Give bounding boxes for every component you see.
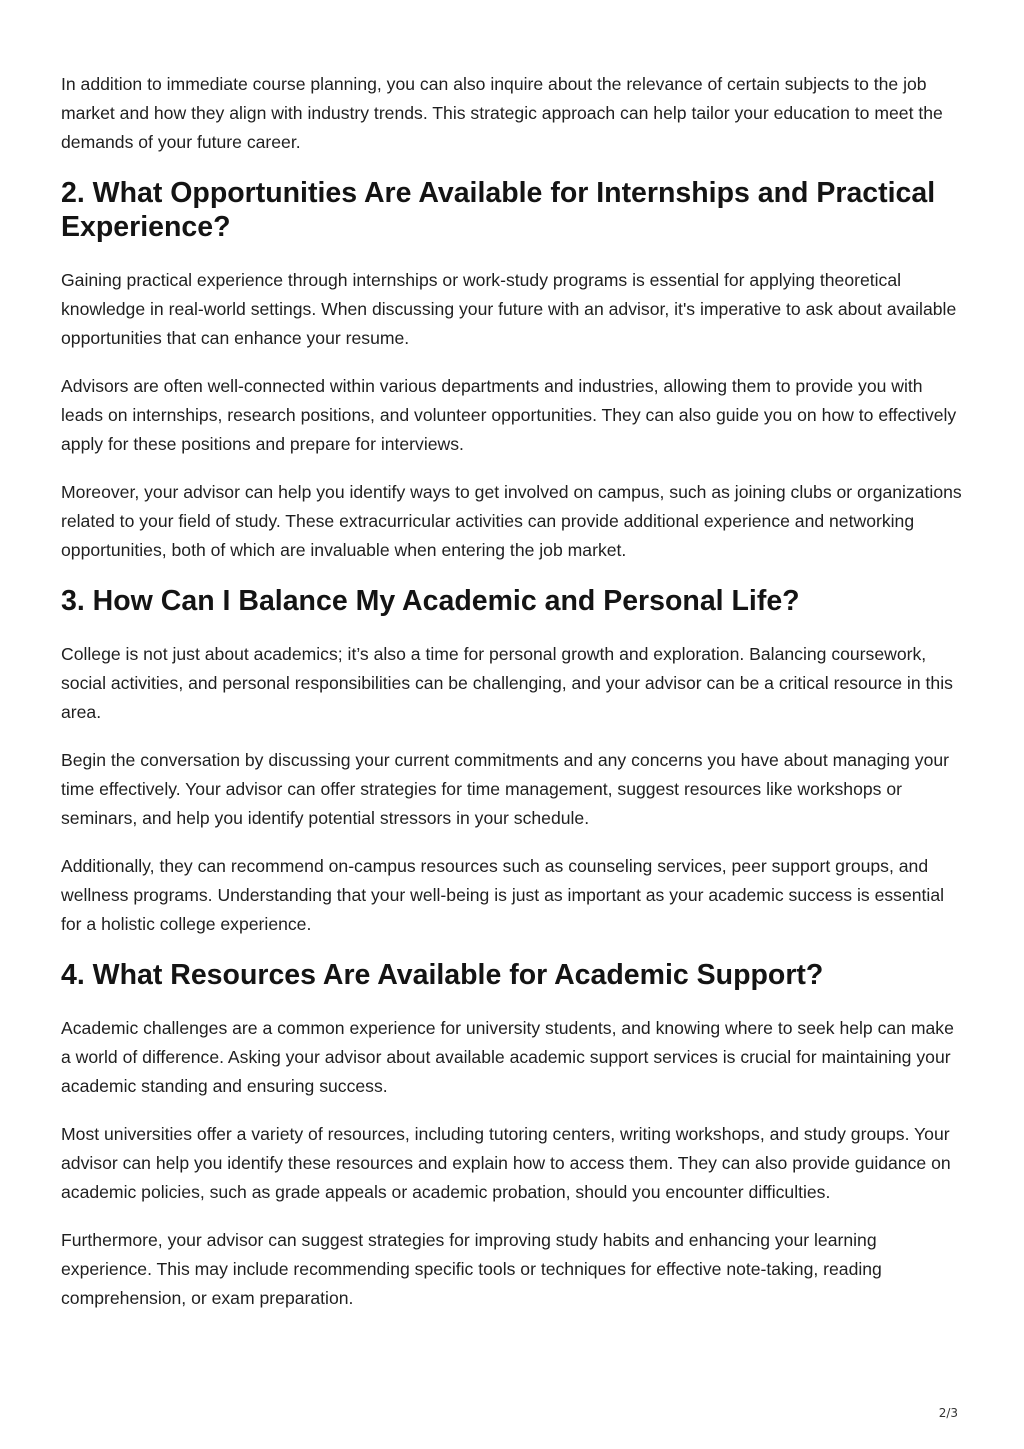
section-3-paragraph-2: Begin the conversation by discussing your current commitments and any concerns you have about managing your time effectively. Your advisor can offer strategies for time management, suggest resources like workshops or seminars, and help you identify potential stressors in your schedule.: [61, 750, 949, 828]
section-2-heading: 2. What Opportunities Are Available for Internships and Practical Experience?: [61, 177, 936, 243]
section-4-paragraph-1: Academic challenges are a common experience for university students, and knowing where to seek help can make a world of difference. Asking your advisor about available academic support services is crucial for maintaining your academic standing and ensuring success.: [61, 1018, 954, 1096]
page-number: 2/3: [938, 1406, 958, 1420]
section-3-paragraph-1: College is not just about academics; it’s also a time for personal growth and exploration. Balancing coursework, social activities, and personal responsibilities can be challenging, and your advisor can be a critical resource in this area.: [61, 644, 953, 722]
document-page: [61, 70, 966, 1332]
section-3-heading: 3. How Can I Balance My Academic and Personal Life?: [61, 585, 800, 617]
section-2-paragraph-3: Moreover, your advisor can help you identify ways to get involved on campus, such as joining clubs or organizations related to your field of study. These extracurricular activities can provide additional experience and networking opportunities, both of which are invaluable when entering the job market.: [61, 482, 962, 560]
section-4-paragraph-3: Furthermore, your advisor can suggest strategies for improving study habits and enhancing your learning experience. This may include recommending specific tools or techniques for effective note-taking, reading comprehension, or exam preparation.: [61, 1230, 882, 1308]
section-4-heading: 4. What Resources Are Available for Academic Support?: [61, 959, 824, 991]
section-3-paragraph-3: Additionally, they can recommend on-campus resources such as counseling services, peer support groups, and wellness programs. Understanding that your well-being is just as important as your academic success is essential for a holistic college experience.: [61, 856, 945, 934]
section-2-paragraph-1: Gaining practical experience through internships or work-study programs is essential for applying theoretical knowledge in real-world settings. When discussing your future with an advisor, it's imperative to ask about available opportunities that can enhance your resume.: [61, 270, 957, 348]
section-2-paragraph-2: Advisors are often well-connected within various departments and industries, allowing them to provide you with leads on internships, research positions, and volunteer opportunities. They can also guide you on how to effectively apply for these positions and prepare for interviews.: [61, 376, 957, 454]
intro-paragraph: In addition to immediate course planning, you can also inquire about the relevance of certain subjects to the job market and how they align with industry trends. This strategic approach can help tailor your education to meet the demands of your future career.: [61, 74, 943, 152]
section-4-paragraph-2: Most universities offer a variety of resources, including tutoring centers, writing workshops, and study groups. Your advisor can help you identify these resources and explain how to access them. They can also provide guidance on academic policies, such as grade appeals or academic probation, should you encounter difficulties.: [61, 1124, 951, 1202]
